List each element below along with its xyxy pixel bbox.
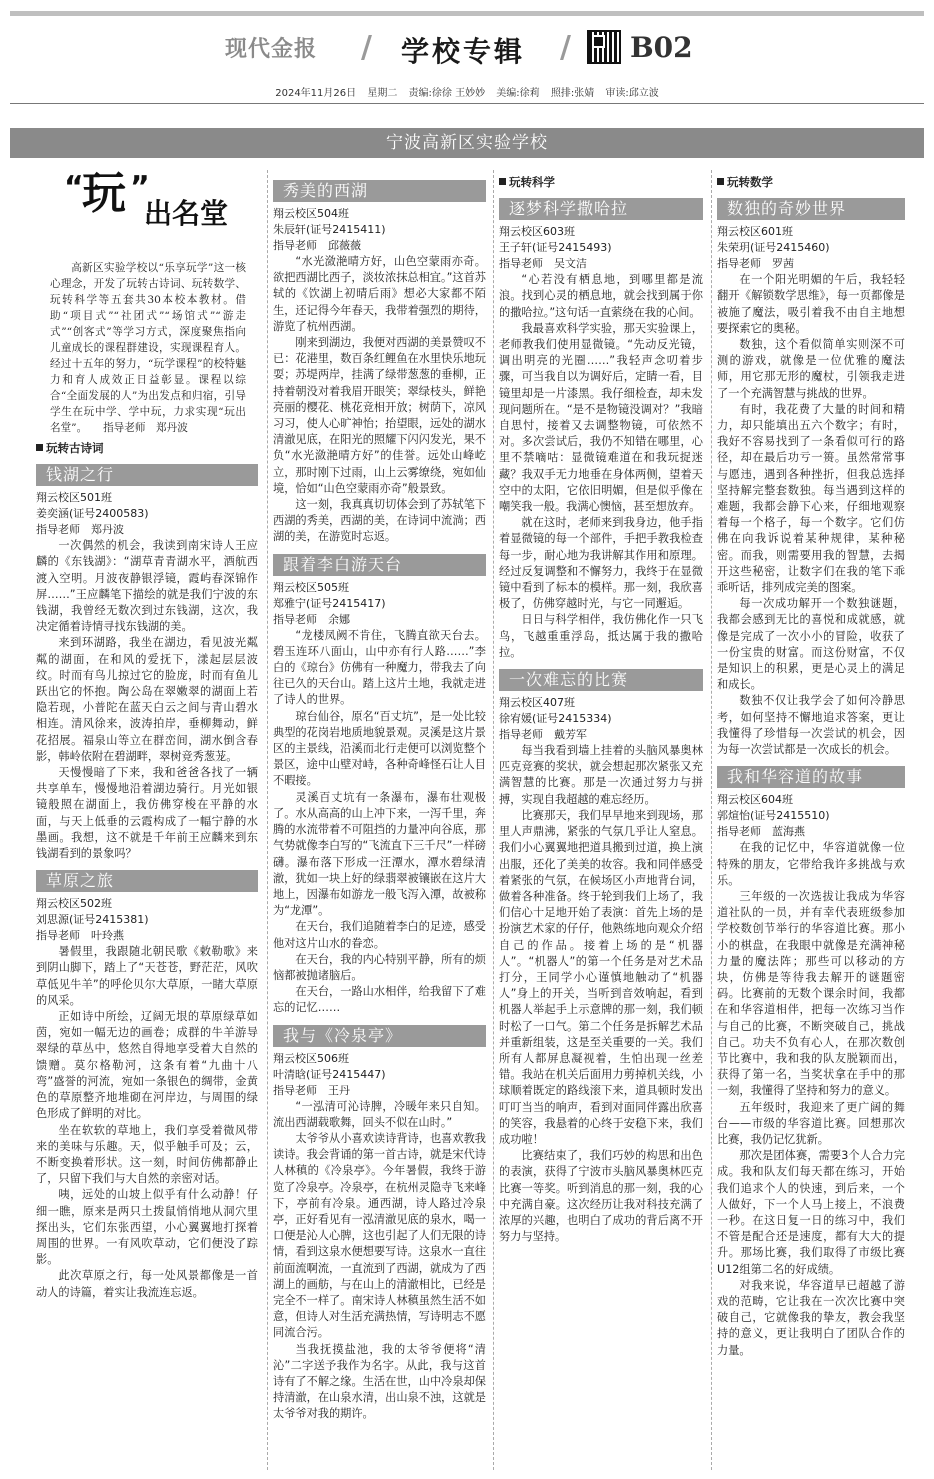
header-rule [10,103,924,104]
article-paragraph: 数独，这个看似简单实则深不可测的游戏，就像是一位优雅的魔法师，用它那无形的魔杖，引领我走进了一个充满智慧与挑战的世界。 [717,338,905,400]
article-paragraph: 对我来说，华容道早已超越了游戏的范畴，它让我在一次次比赛中突破自己，它就像我的挚友，教会我坚持的意义，更让我明白了团队合作的力量。 [717,1278,905,1357]
article-paragraph: 在天台，一路山水相伴，给我留下了难忘的记忆…… [273,985,486,1015]
article [499,669,703,1245]
article-paragraph: 灵溪百丈坑有一条瀑布，瀑布壮观极了。水从高高的山上冲下来，一泻千里，奔腾的水流带着不可阻挡的力量冲向谷底，那气势就像李白写的“飞流直下三千尺”一样磅礴。瀑布落下形成一汪潭水，潭水碧绿清澈，犹如一块上好的绿翡翠被镶嵌在这片大地上，因瀑布如游龙一般飞泻入潭，故被称为“龙潭”。 [273,790,486,918]
article-paragraph: 咦，远处的山坡上似乎有什么动静！仔细一瞧，原来是两只土拨鼠悄悄地从洞穴里探出头，它们东张西望，小心翼翼地打探着周围的世界。一有风吹草动，它们便没了踪影。 [36,1188,258,1267]
article-paragraph: 琼台仙谷，原名“百丈坑”，是一处比较典型的花岗岩地质地貌景观。灵溪是这片景区的主景线，沿溪而北行走便可以浏览整个景区，途中山壁对峙，各种奇峰怪石让人目不暇接。 [273,709,486,788]
article-title: 草原之旅 [36,870,258,892]
article-school: 翔云校区505班 [273,580,349,594]
article-title: 我和华容道的故事 [717,766,905,788]
article-paragraph: 数独不仅让我学会了如何冷静思考，如何坚持不懈地追求答案，更让我懂得了珍惜每一次尝试的机会，因为每一次尝试都是一次成长的机会。 [717,694,905,757]
article-author: 刘思源(证号2415381) [36,913,149,927]
article-paragraph: 我最喜欢科学实验，那天实验课上，老师教我们使用显微镜。“先动反光镜，调出明亮的光圈……”我轻声念叨着步骤，可当我自以为调好后，定睛一看，目镜里却是一片漆黑。我仔细检查，却未发现问题所在。“是不是物镜没调对？”我暗自思忖，接着又去调整物镜，可依然不对。多次尝试后，我仍不知错在哪里，心里不禁嘀咕：显微镜难道在和我玩捉迷藏？我双手无力地垂在身体两侧，望着天空中的太阳，它依旧明媚，但是似乎像在嘲笑我一般。我满心懊恼，甚至想放弃。 [499,321,703,514]
section-title: 学校专辑 [401,35,526,68]
article-paragraph: 太爷爷从小喜欢读诗背诗，也喜欢教我读诗。我会背诵的第一首古诗，就是宋代诗人林稹的《冷泉亭》。今年暑假，我终于游览了冷泉亭。冷泉亭，在杭州灵隐寺飞来峰下，亭前有冷泉。通西湖，诗人路过冷泉亭，正好看见有一泓清澈见底的泉水，喝一口便是沁人心脾，这也引起了人们无限的诗情，看到这泉水便想要写诗。这泉水一直往前面流啊流，一直流到了西湖，就成为了西湖上的画舫，与在山上的清澈相比，已经是完全不一样了。南宋诗人林稹虽然生活不如意，但诗人对生活充满热情，写诗明志不愿同流合污。 [273,1131,486,1340]
article-paragraph: “龙楼凤阙不肯住，飞腾直欲天台去。碧玉连环八面山，山中亦有行人路……”李白的《琼台》仿佛有一种魔力，带我去了向往已久的天台山。踏上这片土地，我就走进了诗人的世界。 [273,628,486,707]
article-paragraph: 每当我看到墙上挂着的头脑风暴奥林匹克竞赛的奖状，就会想起那次紧张又充满智慧的比赛。那是一次通过努力与拼搏，实现自我超越的难忘经历。 [499,744,703,806]
article-title: 一次难忘的比赛 [499,669,703,691]
article-author: 姜奕涵(证号2400583) [36,507,149,521]
article [273,1025,486,1423]
photo-credit: 照排:张婧 [550,88,595,99]
article-paragraph: “心若没有栖息地，到哪里都是流浪。找到心灵的栖息地，就会找到属于你的撒哈拉。”这句话一直萦绕在我的心间。 [499,273,703,319]
article-author: 叶清晗(证号2415447) [273,1067,386,1081]
article-school: 翔云校区604班 [717,793,793,807]
article-school: 翔云校区601班 [717,225,793,239]
article-author: 郑雅宁(证号2415417) [273,596,386,610]
article-title: 跟着李白游天台 [273,554,486,576]
article [499,198,703,661]
article-school: 翔云校区502班 [36,897,112,911]
article-paragraph: 三年级的一次选拔让我成为华容道社队的一员，并有幸代表班级参加学校数创节举行的华容道比赛。那小小的棋盘，在我眼中就像是充满神秘力量的魔法阵；那些可以移动的方块，仿佛是等待我去解开的谜题密码。比赛前的无数个课余时间，我都在和华容道相伴，把每一次练习当作与自己的比赛，不断突破自己，挑战自己。功夫不负有心人，在那次数创节比赛中，我和我的队友脱颖而出，获得了第一名，当奖状拿在手中的那一刻，我懂得了坚持和努力的意义。 [717,889,905,1098]
article-paragraph: 此次草原之行，每一处风景都像是一首动人的诗篇，着实让我流连忘返。 [36,1269,258,1299]
article-paragraph: 有时，我花费了大量的时间和精力，却只能填出五六个数字；有时，我好不容易找到了一条看似可行的路径，却在最后功亏一篑。虽然常常事与愿违，遇到各种挫折，但我总选择坚持解完整套数独。每当遇到这样的难题，我都会静下心来，仔细地观察着每一个格子，每一个数字。它们仿佛在向我诉说着某种规律，某种秘密。而我，则需要用我的智慧，去揭开这些秘密，让数字们在我的笔下乖乖听话，排列成完美的图案。 [717,402,905,595]
article-paragraph: 日日与科学相伴，我仿佛化作一只飞鸟，飞越重重浮岛，抵达属于我的撒哈拉。 [499,613,703,659]
column-divider [267,170,268,1470]
square-bullet-icon [36,444,43,451]
article [273,180,486,546]
masthead-divider: / [361,30,372,65]
article [717,198,905,758]
article-school: 翔云校区603班 [499,225,575,239]
design-credit: 美编:徐莉 [496,88,540,99]
article-paragraph: 当我抚摸盐池，我的太爷爷便将“清沁”二字送予我作为名字。从此，我与这首诗有了不解之缘。生活在世，山中冷泉却保持清澈，在山泉水清，出山泉不浊，这就是太爷爷对我的期许。 [273,1342,486,1421]
masthead-divider: / [560,30,571,65]
article-paragraph: 一次偶然的机会，我读到南宋诗人王应麟的《东钱湖》：“湖草青青湖水平，酒航西渡入空明。月波夜静银浮镜，霞屿春深锦作屏……”王应麟笔下描绘的就是我们宁波的东钱湖，我曾经无数次到过东钱湖，这次，我决定循着诗情寻找东钱湖的美。 [36,539,258,634]
article-author: 徐宥媛(证号2415334) [499,712,612,726]
article-author: 朱荣玥(证号2415460) [717,241,830,255]
page-number: B02 [630,31,693,64]
article-paragraph: 五年级时，我迎来了更广阔的舞台——市级的华容道比赛。回想那次比赛，我仍记忆犹新。 [717,1100,905,1146]
article-school: 翔云校区504班 [273,207,349,220]
article-title: 逐梦科学撒哈拉 [499,198,703,220]
square-bullet-icon [499,178,506,185]
article-teacher: 指导老师 郑丹波 [36,523,124,537]
feature-intro: 高新区实验学校以“乐享玩学”这一核心理念，开发了玩转古诗词、玩转数学、玩转科学等五套共30本校本教材。借助“项目式”“社团式”“场馆式”“游走式”“创客式”等学习方式，深度聚焦指向儿童成长的课程群建设，实现课程育人。经过十五年的努力，“玩学课程”的校特魅力和育人成效正日益彰显。课程以综合“全面发展的人”为出发点和归宿，引导学生在玩中学、学中玩，力求实现“玩出名堂”。 指导老师 郑丹波 [50,262,246,434]
column-3 [499,170,703,1245]
article-paragraph: 坐在软软的草地上，我们享受着微风带来的美味与乐趣。天，似乎触手可及；云，不断变换着形状。这一刻，时间仿佛都静止了，只留下我们与大自然的亲密对话。 [36,1123,258,1186]
masthead [0,30,934,70]
article-paragraph: 比赛结束了，我们巧妙的构思和出色的表演，获得了宁波市头脑风暴奥林匹克比赛一等奖。听到消息的那一刻，我的心中充满自豪。这次经历让我对科技充满了浓厚的兴趣，也明白了成功的背后离不开努力与坚持。 [499,1149,703,1244]
article-paragraph: 刚来到湖边，我便对西湖的美景赞叹不已：花港里，数百条红鲤鱼在水里快乐地玩耍；苏堤两岸，挂满了绿带葱葱的垂柳，正持着朝没对着我眉开眼笑；翠绿枝头，鲜艳亮丽的樱花、桃花竞相开放；树荫下，凉风习习，使人心旷神怡；抬望眼，远处的湖水清澈见底，在阳光的照耀下闪闪发光，果不负“水光潋滟晴方好”的佳誉。远处山峰屹立，那时刚下过雨，山上云雾缭绕，宛如仙境，恰如“山色空蒙雨亦奇”般景致。 [273,336,486,495]
column-4 [717,170,905,1359]
article-school: 翔云校区407班 [499,696,575,710]
category-label: 玩转数学 [717,174,905,190]
article-school: 翔云校区501班 [36,491,112,505]
article-author: 朱辰轩(证号2415411) [273,223,386,236]
article-school: 翔云校区506班 [273,1051,349,1065]
article [36,464,258,862]
article [717,766,905,1359]
category-label: 玩转古诗词 [36,440,258,456]
article [273,554,486,1017]
article-author: 郭煊怡(证号2415510) [717,809,830,823]
article-paragraph: 来到环湖路，我坐在湖边，看见波光粼粼的湖面，在和风的爱抚下，漾起层层波纹。时而有鸟儿掠过它的脸庞，时而有鱼儿跃出它的怀抱。陶公岛在翠嫩翠的湖面上若隐若现，小普陀在蓝天白云之间与青山碧水相连。清风徐来，波涛拍岸，垂柳舞动，鲜花招展。福泉山等立在群峦间，湖水倒含春影，韩岭依附在碧湖畔，翠树竞秀葱茏。 [36,636,258,763]
newspaper-name: 现代金报 [225,36,318,62]
feature-title: “ 玩 ” 出名堂 [64,168,229,230]
column-divider [711,170,712,1470]
article-paragraph: 正如诗中所绘，辽阔无垠的草原绿草如茵，宛如一幅无边的画卷；成群的牛羊游导翠绿的草丛中，悠然自得地享受着大自然的馈赠。莫尔格勒河，这条有着“九曲十八弯”盛誉的河流，宛如一条银色的绸带，金黄色的草原整齐地堆砌在河岸边，与周围的绿色形成了鲜明的对比。 [36,1010,258,1121]
editor-credit: 责编:徐徐 王妙妙 [408,88,486,99]
article-title: 秀美的西湖 [273,180,486,202]
article-teacher: 指导老师 戴芳军 [499,728,587,742]
article-paragraph: 暑假里，我跟随北朝民歌《敕勒歌》来到阴山脚下，踏上了“天苍苍，野茫茫，风吹草低见牛羊”的呼伦贝尔大草原，一睹大草原的风采。 [36,945,258,1007]
article-teacher: 指导老师 王丹 [273,1083,350,1097]
article-paragraph: 在天台，我的内心特别平静，所有的烦恼都被抛诸脑后。 [273,952,486,982]
qr-code-icon[interactable] [587,30,621,64]
column-divider [493,170,494,1470]
school-banner: 宁波高新区实验学校 [10,128,924,158]
credits-line [0,84,934,99]
article-teacher: 指导老师 罗茜 [717,257,794,271]
article-paragraph: 那次是团体赛，需要3个人合力完成。我和队友们每天都在练习，开始我们追求个人的快速，到后来，一个人做好，下一个人马上接上，不浪费一秒。在这日复一日的练习中，我们不管是配合还是速度，都有大大的提升。那场比赛，我们取得了市级比赛U12组第二名的好成绩。 [717,1149,905,1276]
square-bullet-icon [717,178,724,185]
article-paragraph: 在我的记忆中，华容道就像一位特殊的朋友，它带给我许多挑战与欢乐。 [717,841,905,887]
category-label: 玩转科学 [499,174,703,190]
article-teacher: 指导老师 蓝海燕 [717,825,805,839]
article-title: 我与《冷泉亭》 [273,1025,486,1047]
article-teacher: 指导老师 吴文洁 [499,257,587,271]
article-paragraph: 天慢慢暗了下来，我和爸爸各找了一辆共享单车，慢慢地沿着湖边骑行。月光如银镜般照在湖面上，我仿佛穿梭在平静的水面，与天上低垂的云霞构成了一幅宁静的水墨画。我想，这不就是千年前王应麟来到东钱湖看到的景象吗？ [36,766,258,861]
article-paragraph: “一泓清可沁诗脾，冷暖年来只自知。流出西湖载歌舞，回头不似在山时。” [273,1099,486,1129]
article-teacher: 指导老师 叶玲燕 [36,929,124,943]
article-paragraph: 就在这时，老师来到我身边，他手指着显微镜的每一个部件，手把手教我检查每一步，耐心地为我讲解其作用和原理。经过反复调整和不懈努力，我终于在显微镜中看到了标本的模样。那一刻，我欣喜极了，仿佛穿越时光，与它一同邂逅。 [499,516,703,611]
article-paragraph: 在天台，我们追随着李白的足迹，感受他对这片山水的眷恋。 [273,920,486,950]
top-rule [10,11,924,16]
article-teacher: 指导老师 余娜 [273,612,350,626]
article-paragraph: 这一刻，我真真切切体会到了苏轼笔下西湖的秀美，西湖的美，在诗词中流淌；西湖的美，在游览时忘返。 [273,498,486,544]
issue-weekday: 星期二 [367,88,398,99]
article-author: 王子轩(证号2415493) [499,241,612,255]
column-1 [36,170,258,1301]
article-paragraph: 每一次成功解开一个数独谜题，我都会感到无比的喜悦和成就感，就像是完成了一次小小的冒险，收获了一份宝贵的财富。而这份财富，不仅是知识上的积累，更是心灵上的满足和成长。 [717,597,905,692]
proof-credit: 审读:邱立波 [605,88,659,99]
article-paragraph: 在一个阳光明媚的午后，我轻轻翻开《解锁数学思维》，每一页都像是被施了魔法，吸引着我不由自主地想要探索它的奥秘。 [717,273,905,335]
article [36,870,258,1300]
article-title: 钱湖之行 [36,464,258,486]
article-title: 数独的奇妙世界 [717,198,905,220]
article-teacher: 指导老师 邱薇薇 [273,239,361,252]
column-2 [273,170,486,1423]
article-paragraph: 比赛那天，我们早早地来到现场，那里人声鼎沸，紧张的气氛几乎让人窒息。我们小心翼翼地把道具搬到过道，换上演出服，还化了美美的妆容。我和同伴感受着紧张的气氛，在候场区小声地背台词，做着各种准备。终于轮到我们上场了，我们信心十足地开始了表演：首先上场的是扮演艺术家的仔仔，他熟练地向观众介绍自己的作品。接着上场的是“机器人”。“机器人”的第一个任务是对艺术品打分，王同学小心谨慎地触动了“机器人”身上的开关，当听到音效响起，看到机器人举起手上示意牌的那一刻，我们顿时松了一口气。第二个任务是拆解艺术品并重新组装，这是至关重要的一关。我们所有人都屏息凝视着，生怕出现一丝差错。我站在机关后面用力剪掉机关线，小球顺着既定的路线滚下来，道具顿时发出叮叮当当的响声，看到对面同伴露出欣喜的笑容，我悬着的心终于安稳下来，我们成功啦！ [499,808,703,1146]
issue-date: 2024年11月26日 [275,88,357,99]
article-paragraph: “水光潋滟晴方好，山色空蒙雨亦奇。欲把西湖比西子，淡妆浓抹总相宜。”这首苏轼的《饮湖上初晴后雨》想必大家都不陌生，还记得今年春天，我带着强烈的期待，游览了杭州西湖。 [273,255,486,333]
